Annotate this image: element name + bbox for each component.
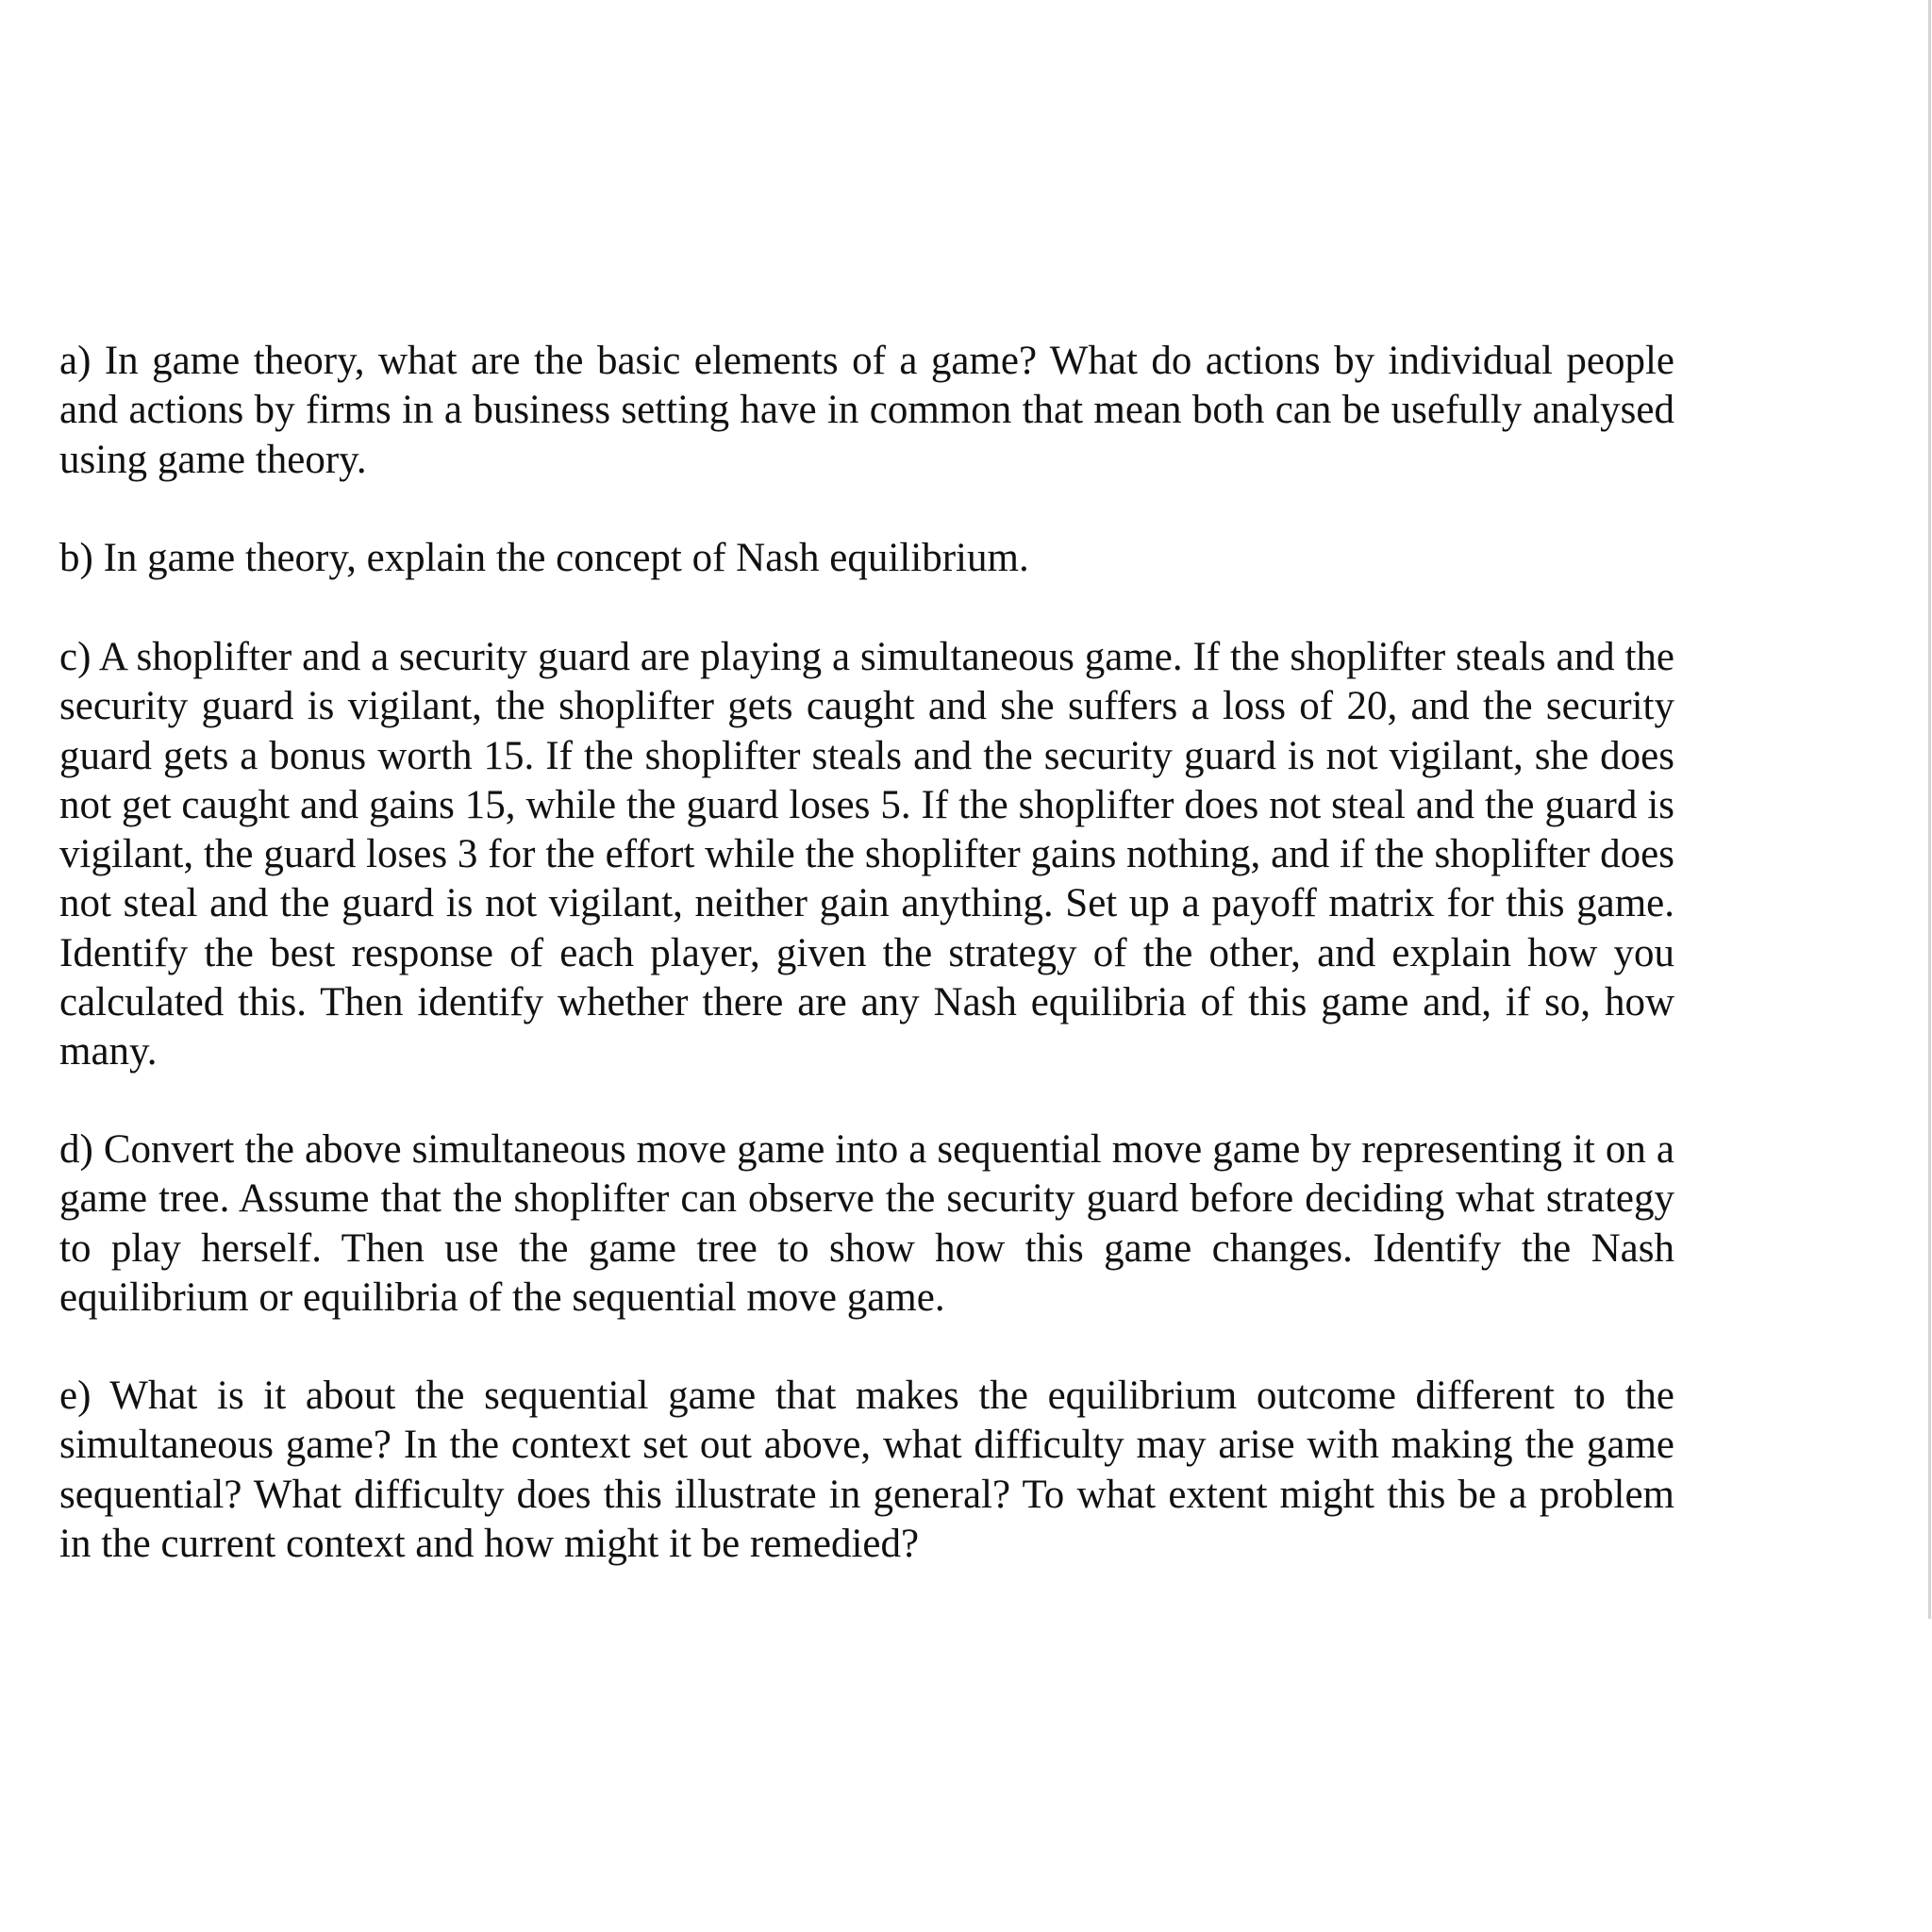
question-d: d) Convert the above simultaneous move game into a sequential move game by representing it on a game tree. Assume that the shoplifter can observe the security guard before deciding what strategy to play herself. Then use the game tree to show how this game changes. Identify the Nash equilibrium or equilibria of the sequential move game. [59, 1127, 1674, 1320]
question-c: c) A shoplifter and a security guard are playing a simultaneous game. If the shoplifter steals and the security guard is vigilant, the shoplifter gets caught and she suffers a loss of 20, and the security guard gets a bonus worth 15. If the shoplifter steals and the security guard is not vigilant, she does not get caught and gains 15, while the guard loses 5. If the shoplifter does not steal and the guard is vigilant, the guard loses 3 for the effort while the shoplifter gains nothing, and if the shoplifter does not steal and the guard is not vigilant, neither gain anything. Set up a payoff matrix for this game. Identify the best response of each player, given the strategy of the other, and explain how you calculated this. Then identify whether there are any Nash equilibria of this game and, if so, how many. [59, 635, 1674, 1074]
question-b: b) In game theory, explain the concept of Nash equilibrium. [59, 536, 1029, 580]
page-edge-divider [1928, 0, 1931, 1619]
question-e: e) What is it about the sequential game that makes the equilibrium outcome different to the simultaneous game? In the context set out above, what difficulty may arise with making the game sequential? What difficulty does this illustrate in general? To what extent might this be a problem in the current context and how might it be remedied? [59, 1374, 1674, 1566]
question-a: a) In game theory, what are the basic elements of a game? What do actions by individual people and actions by firms in a business setting have in common that mean both can be usefully analysed using game theory. [59, 339, 1674, 482]
